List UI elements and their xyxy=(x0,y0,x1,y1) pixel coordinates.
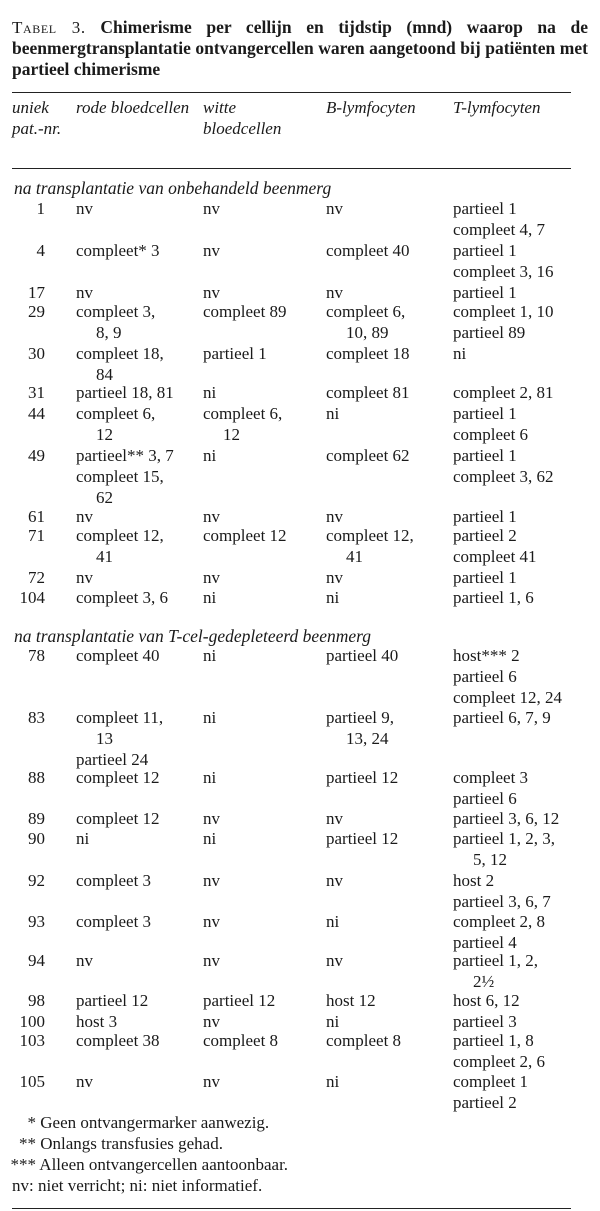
cell-b xyxy=(326,1012,451,1033)
cell-rode xyxy=(76,199,201,220)
cell-line: ni xyxy=(203,646,217,665)
footnote xyxy=(0,1133,600,1154)
table-caption xyxy=(12,17,588,80)
cell-line: compleet 12, 24 xyxy=(453,687,563,707)
cell-line: compleet 3, xyxy=(76,302,156,321)
cell-line: ni xyxy=(203,829,217,848)
cell-pat xyxy=(0,991,45,1012)
footnote-text: Alleen ontvangercellen aantoonbaar. xyxy=(36,1155,289,1174)
footnote xyxy=(0,1154,600,1175)
cell-line: compleet 38 xyxy=(76,1031,160,1050)
cell-line: compleet 40 xyxy=(326,241,410,260)
cell-line: partieel 6 xyxy=(453,788,517,808)
cell-line: compleet 8 xyxy=(326,1031,402,1050)
cell-line: nv xyxy=(326,568,343,587)
cell-b xyxy=(326,199,451,220)
cell-witte xyxy=(203,1031,323,1052)
cell-line: compleet 1 xyxy=(453,1072,529,1091)
cell-pat xyxy=(0,951,45,972)
cell-t xyxy=(453,568,593,589)
footnote-mark: * xyxy=(27,1113,36,1132)
footnote-mark: *** xyxy=(10,1155,36,1174)
cell-line: 4 xyxy=(36,241,45,260)
cell-line: compleet 3 xyxy=(453,768,529,787)
cell-witte xyxy=(203,568,323,589)
header-rule xyxy=(12,168,571,169)
cell-line: compleet 6, xyxy=(326,302,406,321)
cell-line: partieel 6 xyxy=(453,666,517,686)
cell-t xyxy=(453,1012,593,1033)
cell-line: 89 xyxy=(28,809,45,828)
cell-line: 105 xyxy=(19,1072,45,1091)
cell-line: compleet 41 xyxy=(453,546,537,566)
header-t-lymfocyten: T-lymfocyten xyxy=(453,98,541,117)
cell-t xyxy=(453,809,593,830)
cell-line: 104 xyxy=(19,588,45,607)
cell-line: partieel 18, 81 xyxy=(76,383,174,402)
cell-line: compleet 12, xyxy=(326,526,414,545)
cell-t xyxy=(453,588,593,609)
footnote xyxy=(0,1175,600,1196)
cell-line: ni xyxy=(326,588,340,607)
cell-line: partieel 1 xyxy=(453,404,517,423)
cell-line: nv xyxy=(326,951,343,970)
cell-t xyxy=(453,199,593,241)
cell-witte xyxy=(203,446,323,467)
cell-b xyxy=(326,809,451,830)
cell-line: compleet 6, xyxy=(76,404,156,423)
cell-line: compleet 3, 16 xyxy=(453,261,554,281)
cell-line: 12 xyxy=(96,424,113,444)
cell-line: compleet 11, xyxy=(76,708,164,727)
cell-line: compleet 2, 8 xyxy=(453,912,546,931)
cell-rode xyxy=(76,768,201,789)
cell-line: nv xyxy=(203,199,220,218)
cell-line: nv xyxy=(326,199,343,218)
cell-line: 49 xyxy=(28,446,45,465)
cell-rode xyxy=(76,507,201,528)
cell-pat xyxy=(0,526,45,547)
cell-pat xyxy=(0,199,45,220)
cell-line: compleet 62 xyxy=(326,446,410,465)
cell-line: partieel 1 xyxy=(453,241,517,260)
cell-line: nv xyxy=(76,507,93,526)
cell-line: compleet 6, xyxy=(203,404,283,423)
cell-line: compleet 12 xyxy=(76,768,160,787)
cell-witte xyxy=(203,404,323,446)
cell-line: partieel 12 xyxy=(76,991,149,1010)
cell-line: 100 xyxy=(19,1012,45,1031)
cell-line: nv xyxy=(203,241,220,260)
cell-b xyxy=(326,383,451,404)
cell-line: partieel 1 xyxy=(453,199,517,218)
footnote-mark: ** xyxy=(19,1134,36,1153)
footnote-text: nv: niet verricht; ni: niet informatief. xyxy=(12,1176,263,1195)
cell-line: 5, 12 xyxy=(473,849,507,869)
cell-rode xyxy=(76,404,201,446)
cell-line: ni xyxy=(203,588,217,607)
footnote-text: Geen ontvangermarker aanwezig. xyxy=(36,1113,270,1132)
cell-rode xyxy=(76,951,201,972)
cell-line: 90 xyxy=(28,829,45,848)
bottom-rule xyxy=(12,1208,571,1209)
cell-line: nv xyxy=(76,199,93,218)
cell-pat xyxy=(0,646,45,667)
cell-pat xyxy=(0,383,45,404)
cell-pat xyxy=(0,588,45,609)
cell-b xyxy=(326,568,451,589)
cell-line: ni xyxy=(326,1012,340,1031)
cell-pat xyxy=(0,829,45,850)
cell-rode xyxy=(76,344,201,386)
cell-line: nv xyxy=(326,283,343,302)
cell-rode xyxy=(76,302,201,344)
cell-line: compleet 3 xyxy=(76,912,152,931)
cell-b xyxy=(326,404,451,425)
cell-line: partieel 12 xyxy=(326,829,399,848)
cell-line: 93 xyxy=(28,912,45,931)
cell-witte xyxy=(203,507,323,528)
cell-witte xyxy=(203,829,323,850)
cell-line: 84 xyxy=(96,364,113,384)
cell-rode xyxy=(76,991,201,1012)
cell-line: nv xyxy=(76,951,93,970)
cell-rode xyxy=(76,446,201,508)
cell-witte xyxy=(203,283,323,304)
cell-pat xyxy=(0,404,45,425)
cell-b xyxy=(326,1031,451,1052)
cell-pat xyxy=(0,446,45,467)
cell-line: partieel 12 xyxy=(326,768,399,787)
cell-b xyxy=(326,829,451,850)
section-title: na transplantatie van T-cel-gedepleteerd beenmerg xyxy=(14,626,372,646)
cell-line: nv xyxy=(203,507,220,526)
cell-line: host 12 xyxy=(326,991,376,1010)
cell-line: partieel 3, 6, 12 xyxy=(453,809,560,828)
cell-line: 13 xyxy=(96,728,113,748)
cell-b xyxy=(326,768,451,789)
cell-line: compleet 81 xyxy=(326,383,410,402)
cell-line: compleet 2, 6 xyxy=(453,1051,546,1071)
cell-pat xyxy=(0,241,45,262)
cell-line: host 2 xyxy=(453,871,495,890)
footnotes xyxy=(0,1112,600,1196)
cell-line: ni xyxy=(76,829,90,848)
cell-b xyxy=(326,302,451,344)
cell-line: partieel** 3, 7 xyxy=(76,446,174,465)
cell-b xyxy=(326,241,451,262)
cell-line: nv xyxy=(203,871,220,890)
cell-line: compleet 40 xyxy=(76,646,160,665)
cell-rode xyxy=(76,568,201,589)
cell-pat xyxy=(0,1031,45,1052)
cell-line: 78 xyxy=(28,646,45,665)
cell-t xyxy=(453,951,593,993)
cell-b xyxy=(326,991,451,1012)
cell-line: 62 xyxy=(96,487,113,507)
cell-line: 44 xyxy=(28,404,45,423)
cell-line: nv xyxy=(326,507,343,526)
cell-line: 71 xyxy=(28,526,45,545)
cell-line: compleet 1, 10 xyxy=(453,302,554,321)
cell-t xyxy=(453,302,593,344)
cell-line: 41 xyxy=(346,546,363,566)
cell-line: compleet 12, xyxy=(76,526,164,545)
cell-b xyxy=(326,526,451,568)
cell-line: compleet* 3 xyxy=(76,241,160,260)
table-label: Tabel 3. xyxy=(12,18,86,37)
cell-pat xyxy=(0,507,45,528)
cell-line: 61 xyxy=(28,507,45,526)
cell-line: host 3 xyxy=(76,1012,118,1031)
footnote-text: Onlangs transfusies gehad. xyxy=(36,1134,223,1153)
cell-rode xyxy=(76,809,201,830)
cell-b xyxy=(326,871,451,892)
cell-rode xyxy=(76,1072,201,1093)
cell-t xyxy=(453,283,593,304)
cell-line: 30 xyxy=(28,344,45,363)
cell-line: 31 xyxy=(28,383,45,402)
cell-line: 103 xyxy=(19,1031,45,1050)
cell-witte xyxy=(203,199,323,220)
cell-line: partieel 1 xyxy=(453,507,517,526)
cell-t xyxy=(453,912,593,954)
cell-b xyxy=(326,344,451,365)
cell-line: 12 xyxy=(223,424,240,444)
header-rode-bloedcellen: rode bloedcellen xyxy=(76,98,190,117)
cell-line: compleet 3, 6 xyxy=(76,588,169,607)
cell-line: nv xyxy=(203,283,220,302)
cell-witte xyxy=(203,241,323,262)
cell-line: compleet 18, xyxy=(76,344,164,363)
cell-witte xyxy=(203,588,323,609)
cell-rode xyxy=(76,241,201,262)
cell-line: partieel 3, 6, 7 xyxy=(453,891,551,911)
cell-t xyxy=(453,446,593,488)
cell-line: ni xyxy=(326,912,340,931)
cell-line: compleet 12 xyxy=(76,809,160,828)
cell-rode xyxy=(76,871,201,892)
cell-b xyxy=(326,588,451,609)
cell-line: compleet 3 xyxy=(76,871,152,890)
cell-line: nv xyxy=(203,912,220,931)
cell-rode xyxy=(76,383,201,404)
cell-line: compleet 8 xyxy=(203,1031,279,1050)
cell-rode xyxy=(76,1031,201,1052)
cell-line: partieel 1 xyxy=(453,568,517,587)
cell-line: partieel 3 xyxy=(453,1012,517,1031)
cell-line: nv xyxy=(76,568,93,587)
cell-witte xyxy=(203,768,323,789)
cell-pat xyxy=(0,809,45,830)
cell-witte xyxy=(203,383,323,404)
cell-pat xyxy=(0,1072,45,1093)
cell-line: ni xyxy=(453,344,467,363)
cell-line: partieel 1 xyxy=(453,283,517,302)
cell-pat xyxy=(0,283,45,304)
cell-rode xyxy=(76,829,201,850)
cell-line: 72 xyxy=(28,568,45,587)
cell-line: compleet 18 xyxy=(326,344,410,363)
cell-t xyxy=(453,871,593,913)
cell-line: partieel 1, 2, xyxy=(453,951,538,970)
cell-line: compleet 4, 7 xyxy=(453,219,546,239)
cell-rode xyxy=(76,708,201,770)
cell-line: compleet 2, 81 xyxy=(453,383,554,402)
cell-line: nv xyxy=(203,568,220,587)
cell-line: nv xyxy=(326,871,343,890)
cell-b xyxy=(326,912,451,933)
cell-line: compleet 15, xyxy=(76,466,164,486)
cell-line: nv xyxy=(76,283,93,302)
cell-b xyxy=(326,507,451,528)
cell-pat xyxy=(0,708,45,729)
cell-line: 10, 89 xyxy=(346,322,389,342)
cell-line: partieel 9, xyxy=(326,708,394,727)
cell-t xyxy=(453,241,593,283)
cell-witte xyxy=(203,809,323,830)
header-b-lymfocyten: B-lymfocyten xyxy=(326,98,416,117)
cell-line: partieel 40 xyxy=(326,646,399,665)
cell-line: 1 xyxy=(36,199,45,218)
cell-line: nv xyxy=(203,951,220,970)
cell-t xyxy=(453,344,593,365)
cell-line: partieel 2 xyxy=(453,526,517,545)
cell-t xyxy=(453,1031,593,1073)
cell-pat xyxy=(0,768,45,789)
header-witte-bloedcellen: witte bloedcellen xyxy=(203,98,282,138)
cell-line: nv xyxy=(203,1072,220,1091)
cell-rode xyxy=(76,588,201,609)
cell-line: partieel 1, 6 xyxy=(453,588,534,607)
cell-witte xyxy=(203,912,323,933)
cell-line: partieel 1, 2, 3, xyxy=(453,829,555,848)
top-rule xyxy=(12,92,571,93)
cell-b xyxy=(326,1072,451,1093)
cell-b xyxy=(326,446,451,467)
cell-rode xyxy=(76,646,201,667)
cell-line: partieel 1, 8 xyxy=(453,1031,534,1050)
cell-pat xyxy=(0,1012,45,1033)
cell-rode xyxy=(76,1012,201,1033)
cell-line: nv xyxy=(203,809,220,828)
cell-line: partieel 1 xyxy=(203,344,267,363)
cell-b xyxy=(326,708,451,750)
cell-line: compleet 3, 62 xyxy=(453,466,554,486)
cell-t xyxy=(453,708,593,729)
cell-t xyxy=(453,991,593,1012)
cell-line: nv xyxy=(203,1012,220,1031)
cell-line: compleet 6 xyxy=(453,424,529,444)
cell-line: ni xyxy=(203,708,217,727)
cell-t xyxy=(453,526,593,568)
section-title: na transplantatie van onbehandeld beenmerg xyxy=(14,178,332,198)
cell-line: partieel 6, 7, 9 xyxy=(453,708,551,727)
cell-line: partieel 12 xyxy=(203,991,276,1010)
cell-witte xyxy=(203,302,323,323)
cell-line: 13, 24 xyxy=(346,728,389,748)
cell-witte xyxy=(203,871,323,892)
cell-line: 94 xyxy=(28,951,45,970)
cell-witte xyxy=(203,344,323,365)
cell-line: nv xyxy=(326,809,343,828)
cell-witte xyxy=(203,1072,323,1093)
cell-line: partieel 24 xyxy=(76,749,149,769)
cell-line: compleet 89 xyxy=(203,302,287,321)
cell-line: compleet 12 xyxy=(203,526,287,545)
cell-t xyxy=(453,829,593,871)
cell-t xyxy=(453,507,593,528)
cell-witte xyxy=(203,646,323,667)
cell-line: 98 xyxy=(28,991,45,1010)
cell-line: ni xyxy=(326,1072,340,1091)
table-title: Chimerisme per cellijn en tijdstip (mnd) waarop na de beenmergtransplantatie ontvangercellen waren aangetoond bij patiënten met partieel chimerisme xyxy=(12,17,589,79)
cell-t xyxy=(453,404,593,446)
footnote xyxy=(0,1112,600,1133)
cell-line: ni xyxy=(203,446,217,465)
cell-line: partieel 89 xyxy=(453,322,526,342)
cell-line: host*** 2 xyxy=(453,646,520,665)
cell-line: 17 xyxy=(28,283,45,302)
cell-witte xyxy=(203,1012,323,1033)
cell-line: nv xyxy=(76,1072,93,1091)
cell-rode xyxy=(76,526,201,568)
cell-pat xyxy=(0,912,45,933)
cell-line: ni xyxy=(203,383,217,402)
cell-witte xyxy=(203,951,323,972)
cell-t xyxy=(453,383,593,404)
cell-line: 41 xyxy=(96,546,113,566)
cell-line: ni xyxy=(326,404,340,423)
header-pat-nr: uniek pat.-nr. xyxy=(12,98,62,138)
cell-pat xyxy=(0,344,45,365)
cell-line: partieel 4 xyxy=(453,932,517,952)
cell-line: host 6, 12 xyxy=(453,991,520,1010)
cell-witte xyxy=(203,526,323,547)
cell-line: 8, 9 xyxy=(96,322,122,342)
cell-pat xyxy=(0,568,45,589)
cell-t xyxy=(453,646,593,708)
cell-rode xyxy=(76,283,201,304)
cell-pat xyxy=(0,302,45,323)
cell-line: ni xyxy=(203,768,217,787)
cell-line: partieel 2 xyxy=(453,1092,517,1112)
cell-line: 29 xyxy=(28,302,45,321)
cell-b xyxy=(326,951,451,972)
cell-line: partieel 1 xyxy=(453,446,517,465)
cell-witte xyxy=(203,991,323,1012)
cell-b xyxy=(326,646,451,667)
cell-rode xyxy=(76,912,201,933)
cell-t xyxy=(453,768,593,810)
cell-b xyxy=(326,283,451,304)
cell-line: 83 xyxy=(28,708,45,727)
cell-pat xyxy=(0,871,45,892)
cell-line: 92 xyxy=(28,871,45,890)
cell-line: 88 xyxy=(28,768,45,787)
cell-witte xyxy=(203,708,323,729)
cell-t xyxy=(453,1072,593,1114)
cell-line: 2½ xyxy=(473,971,495,991)
